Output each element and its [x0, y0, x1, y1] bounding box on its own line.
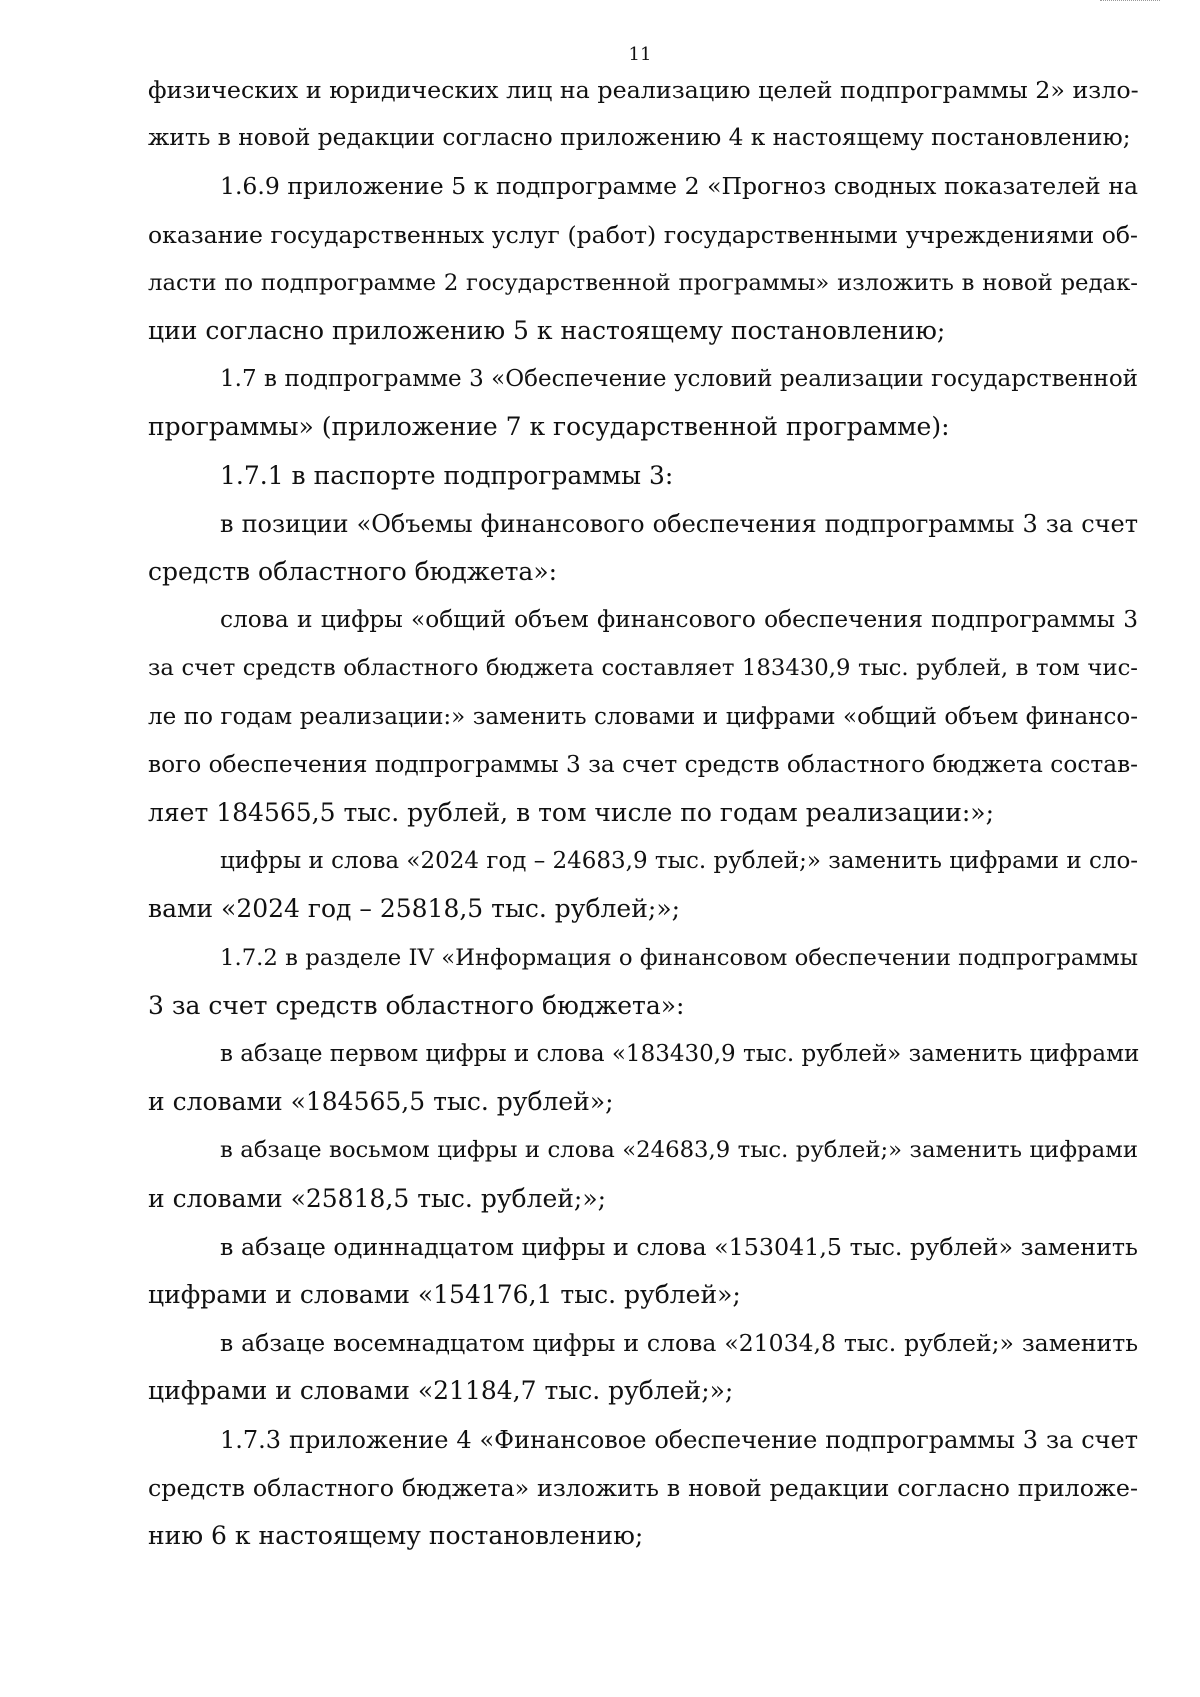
text-line: физических и юридических лиц на реализацию целей подпрограммы 2» изло- — [148, 76, 1139, 104]
text-line: ласти по подпрограмме 2 государственной программы» изложить в новой редак- — [148, 269, 1138, 296]
paragraph-p8 — [148, 934, 1138, 1030]
scan-edge-mark — [1100, 0, 1160, 4]
paragraph-p4 — [148, 452, 1138, 500]
text-line: в позиции «Объемы финансового обеспечения подпрограммы 3 за счет — [220, 509, 1138, 538]
text-line: 1.7.2 в разделе IV «Информация о финансовом обеспечении подпрограммы — [220, 944, 1138, 971]
document-body — [148, 66, 1138, 1560]
text-line: оказание государственных услуг (работ) государственными учреждениями об- — [148, 220, 1138, 249]
text-line: программы» (приложение 7 к государственной программе): — [148, 412, 950, 442]
text-line: 1.7 в подпрограмме 3 «Обеспечение условий реализации государственной — [220, 366, 1138, 393]
paragraph-p5 — [148, 500, 1138, 596]
page-number: 11 — [628, 44, 652, 65]
text-line: цифрами и словами «21184,7 тыс. рублей;»; — [148, 1376, 734, 1406]
text-line: 1.6.9 приложение 5 к подпрограмме 2 «Прогноз сводных показателей на — [220, 172, 1138, 201]
text-line: 3 за счет средств областного бюджета»: — [148, 990, 685, 1020]
paragraph-p11 — [148, 1223, 1138, 1319]
text-line: ции согласно приложению 5 к настоящему постановлению; — [148, 316, 946, 346]
text-line: слова и цифры «общий объем финансового обеспечения подпрограммы 3 — [220, 606, 1138, 634]
text-line: в абзаце восемнадцатом цифры и слова «21034,8 тыс. рублей;» заменить — [220, 1329, 1138, 1358]
text-line: в абзаце одиннадцатом цифры и слова «153041,5 тыс. рублей» заменить — [220, 1232, 1138, 1261]
paragraph-p1 — [148, 66, 1138, 162]
text-line: и словами «184565,5 тыс. рублей»; — [148, 1087, 614, 1117]
text-line: за счет средств областного бюджета составляет 183430,9 тыс. рублей, в том чис- — [148, 655, 1138, 682]
text-line: цифрами и словами «154176,1 тыс. рублей»; — [148, 1280, 741, 1310]
paragraph-p3 — [148, 355, 1138, 451]
paragraph-p10 — [148, 1126, 1138, 1222]
text-line: вами «2024 год – 25818,5 тыс. рублей;»; — [148, 894, 681, 924]
paragraph-p12 — [148, 1319, 1138, 1415]
paragraph-p13 — [148, 1416, 1138, 1561]
text-line: 1.7.1 в паспорте подпрограммы 3: — [220, 460, 674, 490]
paragraph-p6 — [148, 596, 1138, 837]
paragraph-p2 — [148, 162, 1138, 355]
text-line: в абзаце восьмом цифры и слова «24683,9 тыс. рублей;» заменить цифрами — [220, 1137, 1138, 1164]
text-line: 1.7.3 приложение 4 «Финансовое обеспечение подпрограммы 3 за счет — [220, 1425, 1138, 1454]
paragraph-p7 — [148, 837, 1138, 933]
text-line: нию 6 к настоящему постановлению; — [148, 1521, 644, 1551]
paragraph-p9 — [148, 1030, 1138, 1126]
text-line: ляет 184565,5 тыс. рублей, в том числе по годам реализации:»; — [148, 798, 995, 828]
text-line: в абзаце первом цифры и слова «183430,9 тыс. рублей» заменить цифрами — [220, 1041, 1140, 1068]
text-line: и словами «25818,5 тыс. рублей;»; — [148, 1183, 607, 1213]
text-line: ле по годам реализации:» заменить словами и цифрами «общий объем финансо- — [148, 703, 1138, 730]
text-line: средств областного бюджета»: — [148, 557, 558, 587]
text-line: жить в новой редакции согласно приложению 4 к настоящему постановлению; — [148, 124, 1131, 152]
text-line: вого обеспечения подпрограммы 3 за счет средств областного бюджета состав- — [148, 750, 1139, 778]
text-line: цифры и слова «2024 год – 24683,9 тыс. рублей;» заменить цифрами и сло- — [220, 848, 1139, 875]
text-line: средств областного бюджета» изложить в новой редакции согласно приложе- — [148, 1473, 1138, 1502]
